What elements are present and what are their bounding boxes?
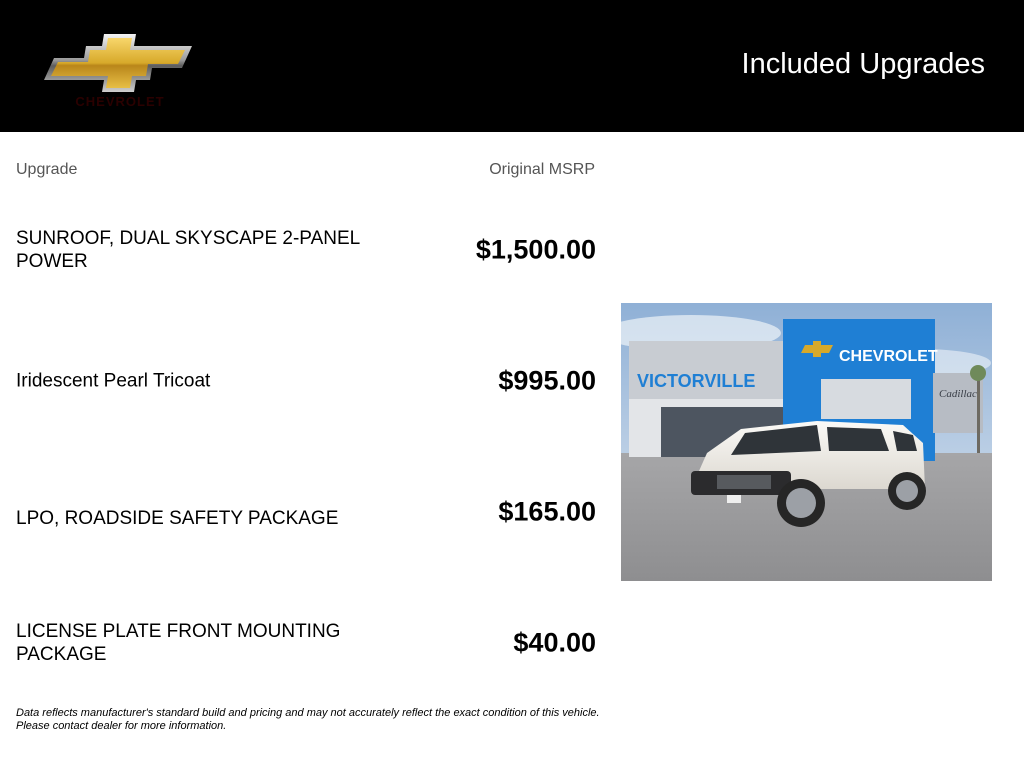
upgrade-price: $165.00: [498, 496, 596, 527]
column-header-msrp: Original MSRP: [489, 161, 595, 178]
column-header-upgrade: Upgrade: [16, 161, 78, 178]
dealership-chevrolet-sign: CHEVROLET: [839, 348, 938, 365]
upgrade-row: [16, 351, 596, 411]
chevrolet-wordmark: CHEVROLET: [75, 94, 165, 109]
upgrade-price: $40.00: [513, 627, 596, 658]
disclaimer: [16, 707, 616, 733]
page-title: Included Upgrades: [741, 48, 985, 80]
upgrade-name: SUNROOF, DUAL SKYSCAPE 2-PANEL POWER: [16, 228, 360, 272]
dealer-sign: VICTORVILLE: [637, 371, 756, 391]
cadillac-sign: Cadillac: [939, 388, 977, 400]
vehicle-photo: [621, 303, 992, 581]
upgrade-name: LICENSE PLATE FRONT MOUNTING PACKAGE: [16, 621, 341, 665]
disclaimer-line: Please contact dealer for more information.: [16, 720, 227, 732]
page-header: [0, 0, 1024, 132]
upgrade-row: [16, 220, 596, 280]
upgrade-name: LPO, ROADSIDE SAFETY PACKAGE: [16, 508, 339, 529]
upgrade-name: Iridescent Pearl Tricoat: [16, 370, 211, 392]
upgrade-row: [16, 482, 596, 542]
upgrade-price: $995.00: [498, 365, 596, 396]
disclaimer-line: Data reflects manufacturer's standard build and pricing and may not accurately reflect the exact condition of this vehicle.: [16, 707, 600, 719]
upgrade-row: [16, 613, 596, 673]
upgrade-price: $1,500.00: [475, 234, 596, 265]
